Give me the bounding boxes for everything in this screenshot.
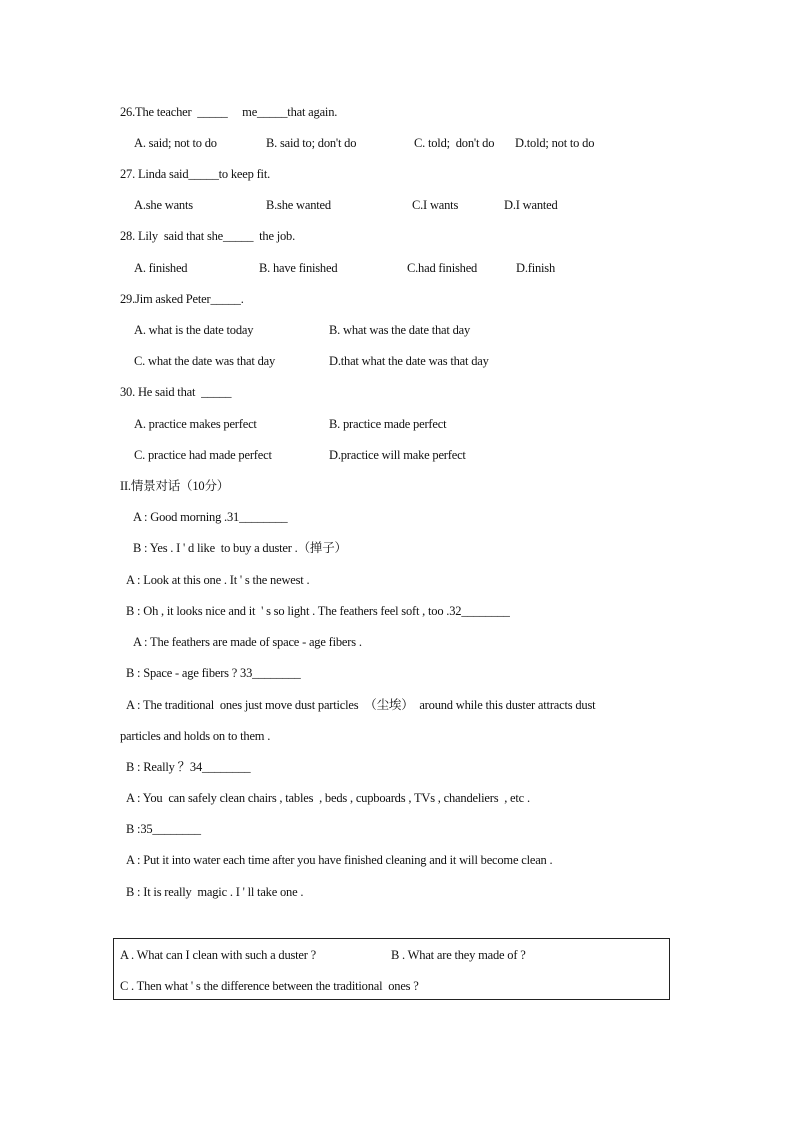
dialogue-line: A : Put it into water each time after you have finished cleaning and it will become clean . <box>126 853 553 867</box>
choice-c: C . Then what ' s the difference between the traditional ones ? <box>120 979 419 993</box>
question-29-option-d: D.that what the date was that day <box>329 354 489 368</box>
choice-a: A . What can I clean with such a duster ? <box>120 948 317 962</box>
question-27-option-b: B.she wanted <box>266 198 331 212</box>
question-28-stem: 28. Lily said that she_____ the job. <box>120 229 296 243</box>
question-29-option-a: A. what is the date today <box>134 323 254 337</box>
question-26-option-d: D.told; not to do <box>515 136 595 150</box>
question-28-option-a: A. finished <box>134 261 188 275</box>
question-26-option-c: C. told; don't do <box>414 136 495 150</box>
dialogue-line: B : Really ？34________ <box>126 760 251 774</box>
question-30-option-b: B. practice made perfect <box>329 417 447 431</box>
question-30-option-c: C. practice had made perfect <box>134 448 272 462</box>
question-30-option-d: D.practice will make perfect <box>329 448 466 462</box>
dialogue-line: B : Yes . I ' d like to buy a duster .（掸子） <box>133 541 347 555</box>
dialogue-line: A : Good morning .31________ <box>133 510 288 524</box>
question-26-option-a: A. said; not to do <box>134 136 217 150</box>
section-title: II.情景对话（10分） <box>120 479 230 493</box>
question-28-option-c: C.had finished <box>407 261 478 275</box>
question-29-stem: 29.Jim asked Peter_____. <box>120 292 244 306</box>
dialogue-line: A : Look at this one . It ' s the newest . <box>126 573 310 587</box>
question-27-stem: 27. Linda said_____to keep fit. <box>120 167 271 181</box>
question-30-stem: 30. He said that _____ <box>120 385 232 399</box>
dialogue-line: B :35________ <box>126 822 201 836</box>
dialogue-line: particles and holds on to them . <box>120 729 271 743</box>
dialogue-line: A : The traditional ones just move dust particles （尘埃） around while this duster attracts dust <box>126 698 596 712</box>
dialogue-line: B : Space - age fibers ? 33________ <box>126 666 301 680</box>
choice-b: B . What are they made of ? <box>391 948 526 962</box>
question-28-option-d: D.finish <box>516 261 556 275</box>
dialogue-line: B : It is really magic . I ' ll take one . <box>126 885 304 899</box>
question-27-option-a: A.she wants <box>134 198 193 212</box>
dialogue-line: A : The feathers are made of space - age fibers . <box>133 635 362 649</box>
dialogue-line: A : You can safely clean chairs , tables , beds , cupboards , TVs , chandeliers , etc . <box>126 791 530 805</box>
question-29-option-c: C. what the date was that day <box>134 354 276 368</box>
question-30-option-a: A. practice makes perfect <box>134 417 257 431</box>
question-26-option-b: B. said to; don't do <box>266 136 357 150</box>
question-29-option-b: B. what was the date that day <box>329 323 471 337</box>
question-27-option-d: D.I wanted <box>504 198 558 212</box>
question-28-option-b: B. have finished <box>259 261 338 275</box>
question-26-stem: 26.The teacher _____ me_____that again. <box>120 105 338 119</box>
question-27-option-c: C.I wants <box>412 198 459 212</box>
dialogue-line: B : Oh , it looks nice and it ' s so light . The feathers feel soft , too .32________ <box>126 604 510 618</box>
